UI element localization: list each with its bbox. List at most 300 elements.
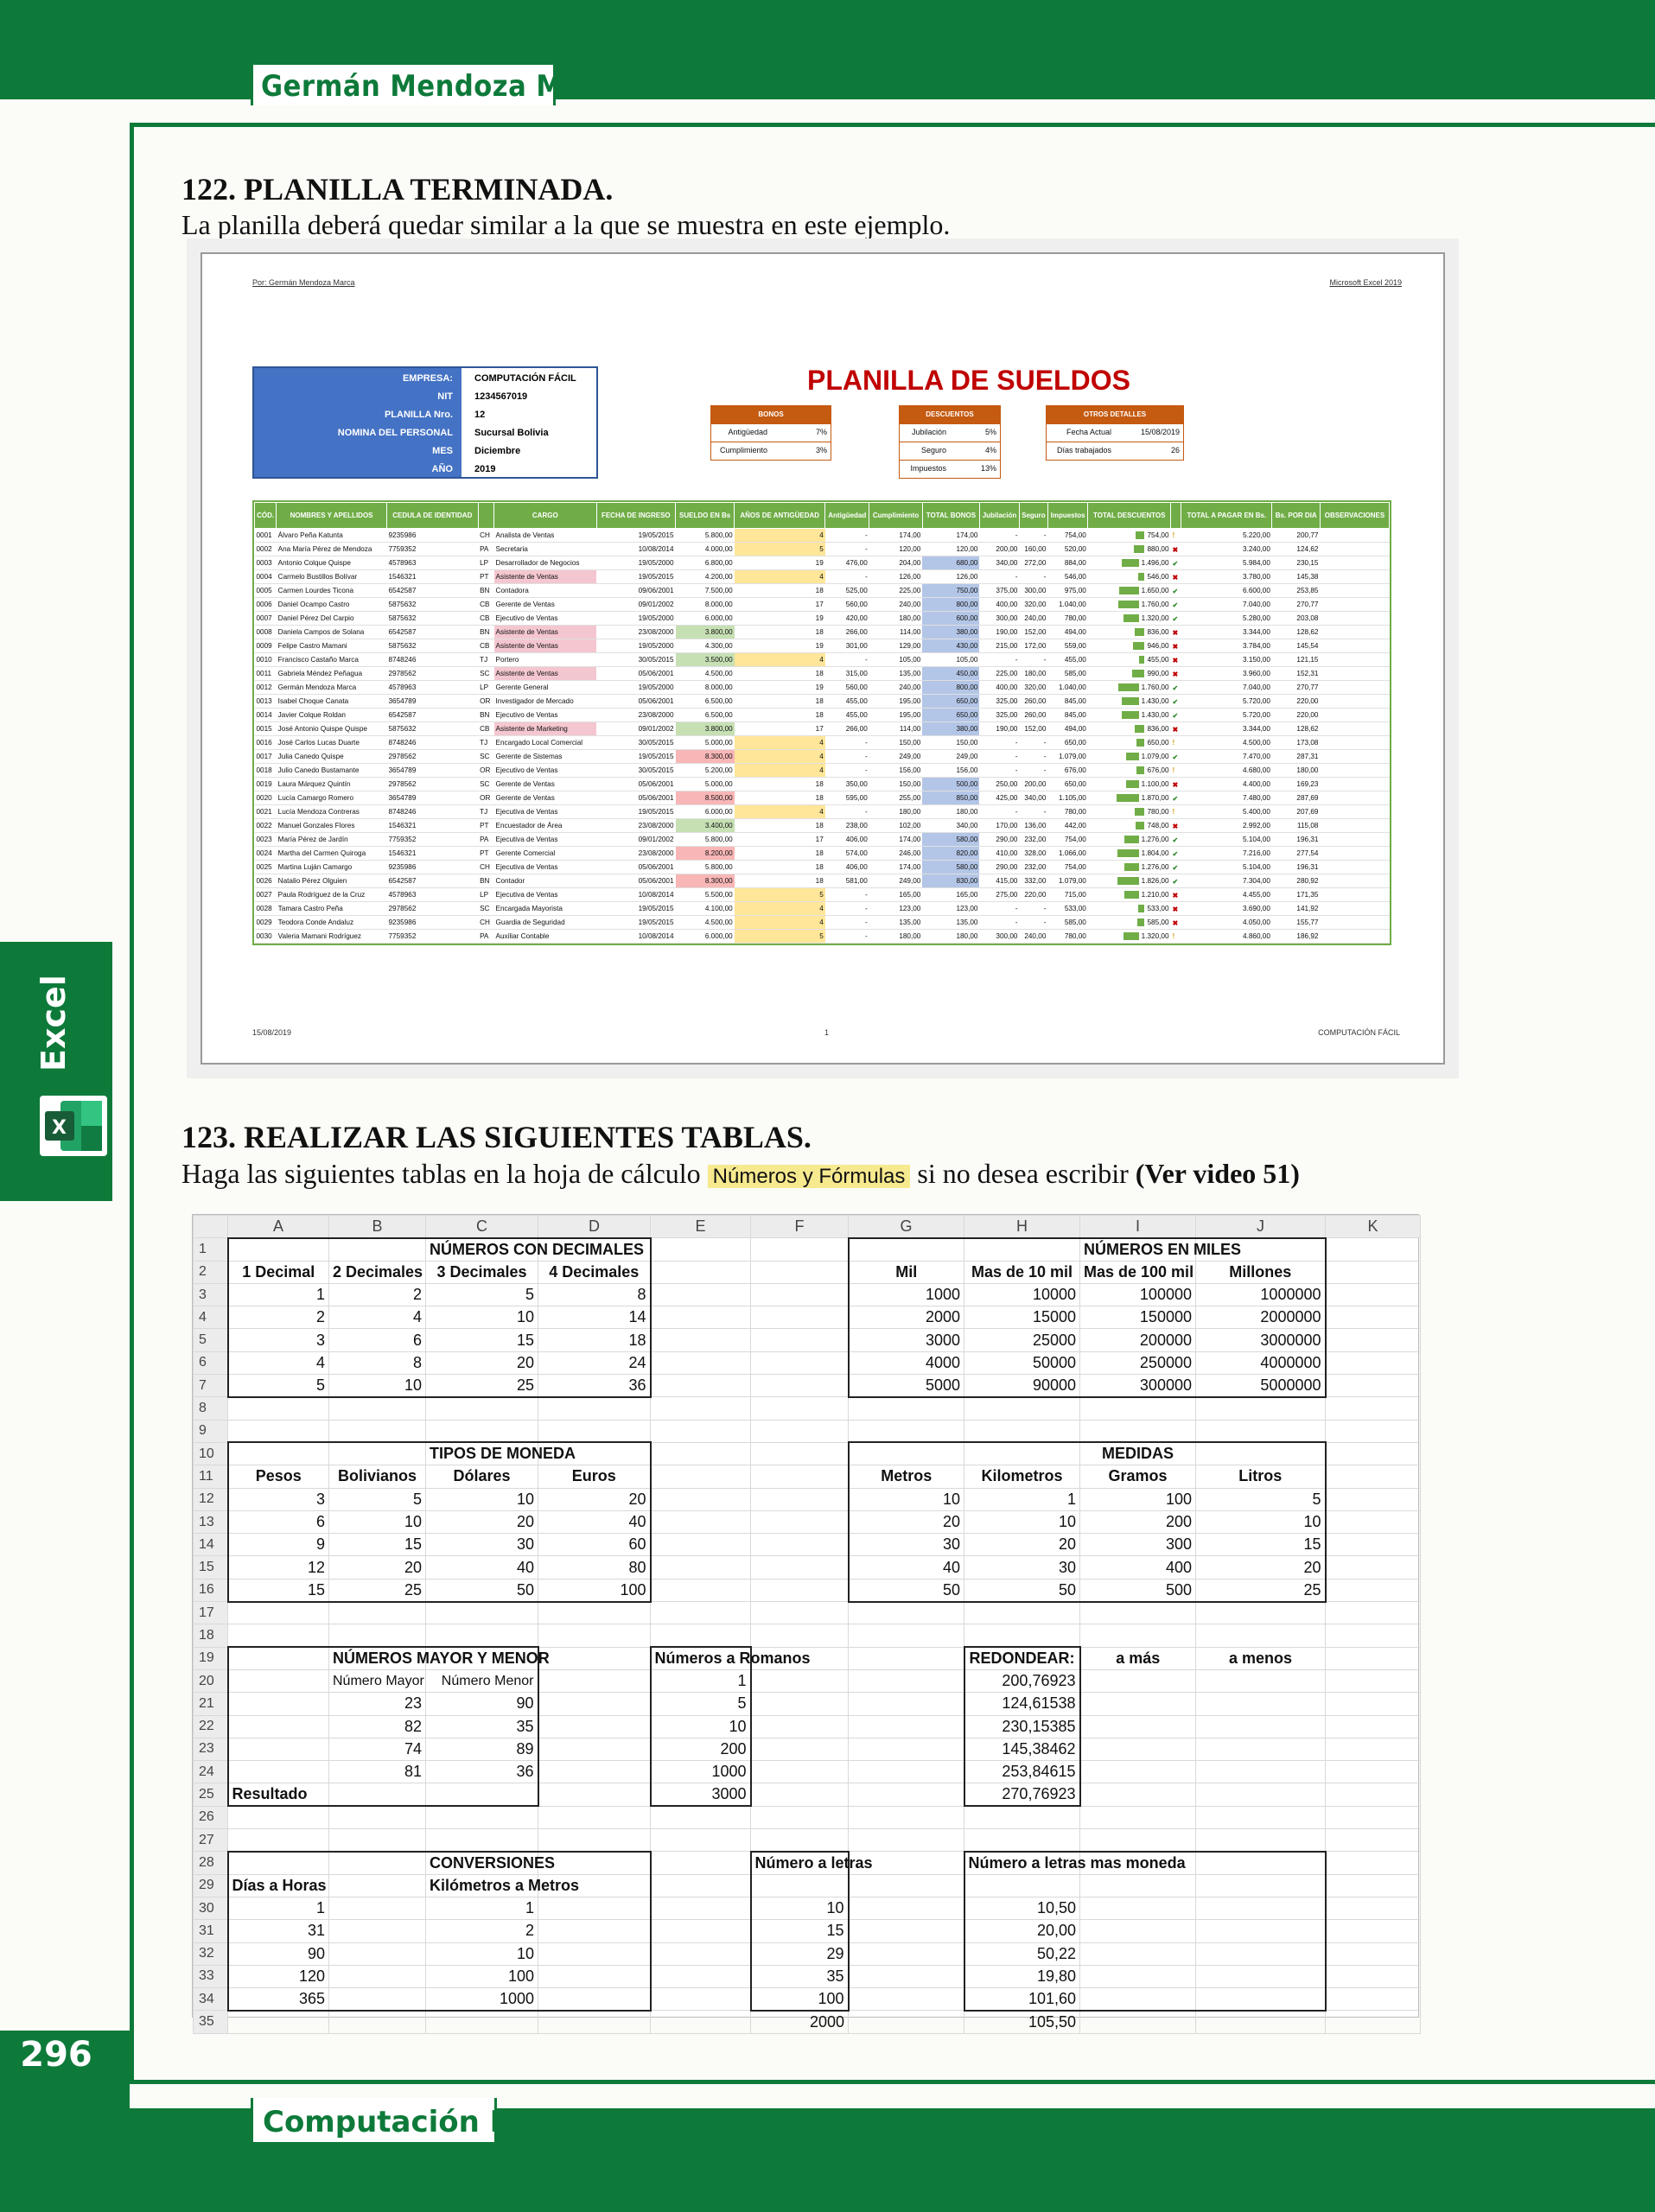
sheet-cell[interactable] xyxy=(1326,1715,1421,1738)
sheet-cell[interactable] xyxy=(751,1397,849,1420)
sheet-cell[interactable]: 300 xyxy=(1080,1534,1196,1556)
sheet-cell[interactable]: a menos xyxy=(1196,1647,1326,1669)
sheet-cell[interactable] xyxy=(538,1920,651,1942)
sheet-cell[interactable] xyxy=(1080,1806,1196,1828)
sheet-cell[interactable] xyxy=(751,1874,849,1897)
sheet-cell[interactable] xyxy=(228,1829,329,1852)
sheet-cell[interactable] xyxy=(1196,1806,1326,1828)
sheet-cell[interactable]: Kilometros xyxy=(964,1465,1080,1488)
sheet-cell[interactable] xyxy=(228,1624,329,1647)
sheet-cell[interactable] xyxy=(1080,1965,1196,1987)
sheet-cell[interactable]: 1000 xyxy=(426,1988,538,2011)
sheet-cell[interactable]: 4000 xyxy=(849,1351,964,1374)
sheet-cell[interactable] xyxy=(1080,1602,1196,1624)
sheet-cell[interactable]: 2 xyxy=(228,1306,329,1329)
sheet-cell[interactable] xyxy=(651,1874,751,1897)
sheet-cell[interactable] xyxy=(849,1420,964,1442)
sheet-cell[interactable]: 200 xyxy=(651,1738,751,1760)
sheet-cell[interactable] xyxy=(651,1397,751,1420)
sheet-cell[interactable] xyxy=(538,1829,651,1852)
sheet-cell[interactable]: 100000 xyxy=(1080,1283,1196,1306)
sheet-cell[interactable] xyxy=(1326,1534,1421,1556)
sheet-cell[interactable] xyxy=(426,1806,538,1828)
sheet-cell[interactable] xyxy=(329,1442,426,1465)
sheet-cell[interactable] xyxy=(751,1693,849,1715)
sheet-cell[interactable] xyxy=(751,1488,849,1510)
sheet-cell[interactable] xyxy=(1080,1738,1196,1760)
sheet-cell[interactable] xyxy=(751,1283,849,1306)
sheet-cell[interactable] xyxy=(1196,1693,1326,1715)
sheet-cell[interactable] xyxy=(538,1988,651,2011)
sheet-cell[interactable]: 20 xyxy=(849,1510,964,1533)
sheet-cell[interactable] xyxy=(426,1420,538,1442)
sheet-cell[interactable] xyxy=(651,1852,751,1874)
sheet-cell[interactable] xyxy=(1326,1988,1421,2011)
sheet-cell[interactable] xyxy=(329,1238,426,1261)
sheet-cell[interactable] xyxy=(538,1647,651,1669)
sheet-cell[interactable]: 105,50 xyxy=(964,2011,1080,2033)
sheet-cell[interactable] xyxy=(1326,1510,1421,1533)
sheet-cell[interactable]: 15 xyxy=(751,1920,849,1942)
sheet-cell[interactable]: 81 xyxy=(329,1761,426,1783)
sheet-cell[interactable] xyxy=(651,1965,751,1987)
sheet-cell[interactable] xyxy=(1326,1852,1421,1874)
sheet-cell[interactable]: 1 xyxy=(964,1488,1080,1510)
sheet-cell[interactable] xyxy=(228,1806,329,1828)
sheet-cell[interactable]: a más xyxy=(1080,1647,1196,1669)
sheet-cell[interactable] xyxy=(849,1442,964,1465)
sheet-cell[interactable]: 50 xyxy=(849,1579,964,1601)
sheet-cell[interactable] xyxy=(538,2011,651,2033)
sheet-cell[interactable]: 10 xyxy=(964,1510,1080,1533)
sheet-cell[interactable]: 5 xyxy=(426,1283,538,1306)
sheet-cell[interactable] xyxy=(849,1715,964,1738)
sheet-cell[interactable] xyxy=(538,1897,651,1919)
sheet-cell[interactable] xyxy=(651,1556,751,1579)
sheet-cell[interactable]: 20 xyxy=(1196,1556,1326,1579)
sheet-cell[interactable]: MEDIDAS xyxy=(1080,1442,1196,1465)
sheet-cell[interactable] xyxy=(538,1738,651,1760)
sheet-cell[interactable]: CONVERSIONES xyxy=(426,1852,538,1874)
sheet-cell[interactable] xyxy=(1080,1761,1196,1783)
sheet-cell[interactable] xyxy=(538,1669,651,1692)
sheet-cell[interactable] xyxy=(1196,1920,1326,1942)
sheet-cell[interactable] xyxy=(651,1897,751,1919)
sheet-cell[interactable] xyxy=(228,1715,329,1738)
sheet-cell[interactable] xyxy=(651,1283,751,1306)
sheet-cell[interactable] xyxy=(849,1602,964,1624)
sheet-cell[interactable]: 15000 xyxy=(964,1306,1080,1329)
sheet-cell[interactable]: 5 xyxy=(1196,1488,1326,1510)
sheet-cell[interactable] xyxy=(329,1602,426,1624)
sheet-cell[interactable]: 145,38462 xyxy=(964,1738,1080,1760)
sheet-cell[interactable] xyxy=(228,1647,329,1669)
sheet-cell[interactable]: 500 xyxy=(1080,1579,1196,1601)
sheet-cell[interactable] xyxy=(1196,1397,1326,1420)
sheet-cell[interactable]: 25000 xyxy=(964,1329,1080,1351)
sheet-cell[interactable]: Pesos xyxy=(228,1465,329,1488)
sheet-cell[interactable] xyxy=(329,1988,426,2011)
sheet-cell[interactable] xyxy=(228,1852,329,1874)
sheet-cell[interactable]: 6 xyxy=(329,1329,426,1351)
sheet-cell[interactable] xyxy=(651,1351,751,1374)
sheet-cell[interactable] xyxy=(1326,1283,1421,1306)
sheet-cell[interactable] xyxy=(1326,1442,1421,1465)
sheet-cell[interactable] xyxy=(849,1624,964,1647)
sheet-cell[interactable] xyxy=(651,1806,751,1828)
sheet-cell[interactable] xyxy=(1326,1738,1421,1760)
sheet-cell[interactable] xyxy=(849,1647,964,1669)
sheet-cell[interactable] xyxy=(538,1624,651,1647)
sheet-cell[interactable] xyxy=(329,1783,426,1806)
sheet-cell[interactable] xyxy=(1196,1874,1326,1897)
sheet-cell[interactable] xyxy=(1326,1261,1421,1283)
sheet-cell[interactable]: 19,80 xyxy=(964,1965,1080,1987)
sheet-cell[interactable]: 1 xyxy=(228,1283,329,1306)
sheet-cell[interactable] xyxy=(849,1783,964,1806)
sheet-cell[interactable]: 10 xyxy=(329,1375,426,1397)
sheet-cell[interactable] xyxy=(538,1693,651,1715)
sheet-cell[interactable]: 4000000 xyxy=(1196,1351,1326,1374)
sheet-cell[interactable] xyxy=(1080,1988,1196,2011)
sheet-cell[interactable]: 25 xyxy=(426,1375,538,1397)
sheet-cell[interactable]: 50,22 xyxy=(964,1942,1080,1965)
sheet-cell[interactable]: 8 xyxy=(329,1351,426,1374)
sheet-cell[interactable] xyxy=(1326,1783,1421,1806)
sheet-cell[interactable] xyxy=(1326,1375,1421,1397)
sheet-cell[interactable]: 2 xyxy=(426,1920,538,1942)
sheet-cell[interactable] xyxy=(964,1442,1080,1465)
sheet-cell[interactable] xyxy=(1326,1624,1421,1647)
sheet-cell[interactable]: 10 xyxy=(651,1715,751,1738)
sheet-cell[interactable] xyxy=(651,1579,751,1601)
sheet-cell[interactable]: Días a Horas xyxy=(228,1874,329,1897)
sheet-cell[interactable]: Número a letras xyxy=(751,1852,849,1874)
sheet-cell[interactable]: 2000000 xyxy=(1196,1306,1326,1329)
sheet-cell[interactable] xyxy=(329,1920,426,1942)
sheet-cell[interactable] xyxy=(538,1397,651,1420)
sheet-cell[interactable]: 400 xyxy=(1080,1556,1196,1579)
sheet-cell[interactable]: 8 xyxy=(538,1283,651,1306)
sheet-cell[interactable]: 100 xyxy=(426,1965,538,1987)
sheet-cell[interactable] xyxy=(651,1488,751,1510)
sheet-cell[interactable] xyxy=(751,1534,849,1556)
sheet-cell[interactable]: 1000 xyxy=(651,1761,751,1783)
sheet-cell[interactable]: Dólares xyxy=(426,1465,538,1488)
sheet-cell[interactable]: 2 Decimales xyxy=(329,1261,426,1283)
sheet-cell[interactable] xyxy=(329,1965,426,1987)
sheet-cell[interactable] xyxy=(849,1761,964,1783)
sheet-cell[interactable] xyxy=(538,1715,651,1738)
sheet-cell[interactable] xyxy=(1326,1806,1421,1828)
sheet-cell[interactable] xyxy=(1326,1602,1421,1624)
sheet-cell[interactable] xyxy=(651,1942,751,1965)
sheet-cell[interactable] xyxy=(1080,1397,1196,1420)
sheet-cell[interactable] xyxy=(228,1420,329,1442)
sheet-cell[interactable] xyxy=(1080,2011,1196,2033)
sheet-cell[interactable]: 20 xyxy=(329,1556,426,1579)
sheet-cell[interactable] xyxy=(849,1238,964,1261)
sheet-cell[interactable]: NÚMEROS MAYOR Y MENOR xyxy=(329,1647,426,1669)
sheet-cell[interactable]: 124,61538 xyxy=(964,1693,1080,1715)
sheet-cell[interactable] xyxy=(329,2011,426,2033)
sheet-cell[interactable] xyxy=(751,1738,849,1760)
sheet-cell[interactable]: Millones xyxy=(1196,1261,1326,1283)
sheet-cell[interactable] xyxy=(849,1738,964,1760)
sheet-cell[interactable]: 36 xyxy=(538,1375,651,1397)
sheet-cell[interactable]: 35 xyxy=(426,1715,538,1738)
sheet-cell[interactable] xyxy=(1080,1715,1196,1738)
sheet-cell[interactable] xyxy=(1326,1351,1421,1374)
sheet-cell[interactable] xyxy=(751,1783,849,1806)
sheet-cell[interactable]: 90000 xyxy=(964,1375,1080,1397)
sheet-cell[interactable] xyxy=(1080,1874,1196,1897)
sheet-cell[interactable] xyxy=(751,1420,849,1442)
sheet-cell[interactable]: 10 xyxy=(426,1488,538,1510)
sheet-cell[interactable]: 200 xyxy=(1080,1510,1196,1533)
sheet-cell[interactable] xyxy=(849,1806,964,1828)
sheet-cell[interactable]: Metros xyxy=(849,1465,964,1488)
sheet-cell[interactable]: 2 xyxy=(329,1283,426,1306)
sheet-cell[interactable]: 1 Decimal xyxy=(228,1261,329,1283)
sheet-cell[interactable]: 18 xyxy=(538,1329,651,1351)
sheet-cell[interactable] xyxy=(751,1669,849,1692)
sheet-cell[interactable]: 3000000 xyxy=(1196,1329,1326,1351)
sheet-cell[interactable]: 89 xyxy=(426,1738,538,1760)
sheet-cell[interactable] xyxy=(651,1534,751,1556)
sheet-cell[interactable]: Mas de 100 mil xyxy=(1080,1261,1196,1283)
sheet-cell[interactable] xyxy=(538,1942,651,1965)
sheet-cell[interactable] xyxy=(651,1238,751,1261)
excel-sheet[interactable] xyxy=(192,1214,1419,2031)
sheet-cell[interactable] xyxy=(849,1693,964,1715)
sheet-cell[interactable] xyxy=(1196,1829,1326,1852)
sheet-cell[interactable]: Euros xyxy=(538,1465,651,1488)
sheet-cell[interactable] xyxy=(849,1965,964,1987)
sheet-cell[interactable]: 365 xyxy=(228,1988,329,2011)
sheet-cell[interactable]: 10000 xyxy=(964,1283,1080,1306)
sheet-cell[interactable]: 24 xyxy=(538,1351,651,1374)
sheet-cell[interactable]: 15 xyxy=(228,1579,329,1601)
sheet-cell[interactable] xyxy=(538,1965,651,1987)
sheet-cell[interactable] xyxy=(426,1602,538,1624)
sheet-cell[interactable] xyxy=(751,1761,849,1783)
sheet-cell[interactable]: 100 xyxy=(538,1579,651,1601)
sheet-cell[interactable] xyxy=(849,1829,964,1852)
sheet-cell[interactable]: 5000 xyxy=(849,1375,964,1397)
sheet-cell[interactable] xyxy=(964,1829,1080,1852)
sheet-cell[interactable]: 2000 xyxy=(751,2011,849,2033)
sheet-cell[interactable]: 3 xyxy=(228,1329,329,1351)
sheet-cell[interactable] xyxy=(964,1806,1080,1828)
sheet-cell[interactable] xyxy=(426,1829,538,1852)
sheet-cell[interactable] xyxy=(1196,1602,1326,1624)
sheet-cell[interactable]: 20,00 xyxy=(964,1920,1080,1942)
sheet-cell[interactable]: 25 xyxy=(329,1579,426,1601)
sheet-cell[interactable]: 23 xyxy=(329,1693,426,1715)
sheet-cell[interactable] xyxy=(1196,1715,1326,1738)
sheet-cell[interactable] xyxy=(849,1397,964,1420)
sheet-cell[interactable] xyxy=(651,1329,751,1351)
sheet-cell[interactable] xyxy=(329,1897,426,1919)
sheet-cell[interactable] xyxy=(651,1510,751,1533)
sheet-cell[interactable] xyxy=(964,1602,1080,1624)
sheet-cell[interactable] xyxy=(1196,1420,1326,1442)
sheet-cell[interactable]: 100 xyxy=(751,1988,849,2011)
sheet-cell[interactable]: Bolivianos xyxy=(329,1465,426,1488)
sheet-cell[interactable]: 4 xyxy=(228,1351,329,1374)
sheet-cell[interactable]: 200,76923 xyxy=(964,1669,1080,1692)
sheet-cell[interactable]: 14 xyxy=(538,1306,651,1329)
sheet-cell[interactable]: 10 xyxy=(329,1510,426,1533)
sheet-cell[interactable]: 4 Decimales xyxy=(538,1261,651,1283)
sheet-cell[interactable]: 150000 xyxy=(1080,1306,1196,1329)
sheet-cell[interactable] xyxy=(1326,1329,1421,1351)
sheet-cell[interactable] xyxy=(426,1397,538,1420)
sheet-cell[interactable] xyxy=(1326,1761,1421,1783)
sheet-cell[interactable]: 30 xyxy=(426,1534,538,1556)
sheet-cell[interactable] xyxy=(751,1261,849,1283)
sheet-cell[interactable] xyxy=(538,1602,651,1624)
sheet-cell[interactable] xyxy=(964,1420,1080,1442)
sheet-cell[interactable] xyxy=(329,1874,426,1897)
sheet-cell[interactable] xyxy=(964,1397,1080,1420)
sheet-cell[interactable]: 10 xyxy=(426,1306,538,1329)
sheet-cell[interactable] xyxy=(329,1806,426,1828)
sheet-cell[interactable]: 36 xyxy=(426,1761,538,1783)
sheet-cell[interactable] xyxy=(1326,1306,1421,1329)
sheet-cell[interactable] xyxy=(1196,1624,1326,1647)
sheet-cell[interactable] xyxy=(228,1602,329,1624)
sheet-cell[interactable] xyxy=(849,1942,964,1965)
sheet-cell[interactable]: 25 xyxy=(1196,1579,1326,1601)
sheet-cell[interactable] xyxy=(1080,1783,1196,1806)
sheet-cell[interactable] xyxy=(964,1874,1080,1897)
sheet-cell[interactable] xyxy=(751,1806,849,1828)
sheet-cell[interactable]: 12 xyxy=(228,1556,329,1579)
sheet-cell[interactable] xyxy=(1326,1965,1421,1987)
sheet-cell[interactable]: 90 xyxy=(426,1693,538,1715)
sheet-cell[interactable] xyxy=(849,1920,964,1942)
sheet-cell[interactable] xyxy=(1326,1488,1421,1510)
sheet-cell[interactable] xyxy=(651,1829,751,1852)
sheet-cell[interactable] xyxy=(538,1761,651,1783)
sheet-cell[interactable]: 9 xyxy=(228,1534,329,1556)
sheet-cell[interactable]: Litros xyxy=(1196,1465,1326,1488)
sheet-cell[interactable] xyxy=(651,1442,751,1465)
sheet-cell[interactable]: 20 xyxy=(538,1488,651,1510)
sheet-cell[interactable] xyxy=(651,1988,751,2011)
sheet-cell[interactable] xyxy=(849,1988,964,2011)
sheet-cell[interactable]: 90 xyxy=(228,1942,329,1965)
sheet-cell[interactable] xyxy=(964,1238,1080,1261)
sheet-cell[interactable]: 40 xyxy=(538,1510,651,1533)
sheet-cell[interactable] xyxy=(329,1420,426,1442)
sheet-cell[interactable]: 5000000 xyxy=(1196,1375,1326,1397)
sheet-cell[interactable] xyxy=(228,1397,329,1420)
sheet-cell[interactable] xyxy=(1326,1420,1421,1442)
sheet-cell[interactable] xyxy=(1326,1829,1421,1852)
sheet-cell[interactable]: 1000000 xyxy=(1196,1283,1326,1306)
sheet-cell[interactable]: 31 xyxy=(228,1920,329,1942)
sheet-cell[interactable] xyxy=(651,1375,751,1397)
sheet-cell[interactable]: 250000 xyxy=(1080,1351,1196,1374)
sheet-cell[interactable] xyxy=(538,1806,651,1828)
sheet-cell[interactable] xyxy=(1326,1465,1421,1488)
sheet-cell[interactable] xyxy=(651,1465,751,1488)
sheet-cell[interactable] xyxy=(751,1624,849,1647)
sheet-cell[interactable]: 4 xyxy=(329,1306,426,1329)
sheet-cell[interactable]: 30 xyxy=(849,1534,964,1556)
sheet-cell[interactable] xyxy=(751,1579,849,1601)
sheet-cell[interactable]: 300000 xyxy=(1080,1375,1196,1397)
sheet-cell[interactable] xyxy=(1326,1669,1421,1692)
sheet-cell[interactable] xyxy=(329,1829,426,1852)
sheet-cell[interactable]: 100 xyxy=(1080,1488,1196,1510)
sheet-cell[interactable]: 40 xyxy=(426,1556,538,1579)
sheet-cell[interactable] xyxy=(751,1329,849,1351)
sheet-cell[interactable] xyxy=(751,1442,849,1465)
sheet-cell[interactable] xyxy=(1196,1669,1326,1692)
sheet-cell[interactable]: 15 xyxy=(329,1534,426,1556)
sheet-cell[interactable]: 20 xyxy=(426,1510,538,1533)
sheet-cell[interactable]: 80 xyxy=(538,1556,651,1579)
sheet-cell[interactable] xyxy=(1326,1693,1421,1715)
sheet-cell[interactable]: 101,60 xyxy=(964,1988,1080,2011)
sheet-cell[interactable]: 3 xyxy=(228,1488,329,1510)
sheet-cell[interactable] xyxy=(1196,1442,1326,1465)
sheet-cell[interactable]: REDONDEAR: xyxy=(964,1647,1080,1669)
sheet-cell[interactable] xyxy=(329,1852,426,1874)
sheet-cell[interactable] xyxy=(1080,1624,1196,1647)
sheet-cell[interactable] xyxy=(751,1306,849,1329)
sheet-cell[interactable] xyxy=(1080,1920,1196,1942)
sheet-cell[interactable] xyxy=(228,1669,329,1692)
sheet-cell[interactable] xyxy=(329,1624,426,1647)
sheet-cell[interactable] xyxy=(1326,1579,1421,1601)
sheet-cell[interactable]: Número Menor xyxy=(426,1669,538,1692)
sheet-cell[interactable]: 1 xyxy=(651,1669,751,1692)
sheet-cell[interactable]: NÚMEROS CON DECIMALES xyxy=(426,1238,538,1261)
sheet-cell[interactable] xyxy=(751,1829,849,1852)
sheet-cell[interactable]: 50 xyxy=(964,1579,1080,1601)
sheet-cell[interactable] xyxy=(1326,1874,1421,1897)
sheet-cell[interactable] xyxy=(1196,1783,1326,1806)
sheet-cell[interactable]: 3000 xyxy=(849,1329,964,1351)
sheet-cell[interactable] xyxy=(1196,1738,1326,1760)
sheet-cell[interactable] xyxy=(1080,1420,1196,1442)
sheet-cell[interactable] xyxy=(849,1669,964,1692)
sheet-cell[interactable] xyxy=(964,1624,1080,1647)
sheet-cell[interactable]: 20 xyxy=(426,1351,538,1374)
sheet-cell[interactable] xyxy=(538,1852,651,1874)
sheet-cell[interactable]: 30 xyxy=(964,1556,1080,1579)
sheet-cell[interactable]: 3000 xyxy=(651,1783,751,1806)
sheet-cell[interactable] xyxy=(1080,1942,1196,1965)
sheet-cell[interactable] xyxy=(751,1556,849,1579)
sheet-cell[interactable]: 10 xyxy=(426,1942,538,1965)
sheet-cell[interactable]: TIPOS DE MONEDA xyxy=(426,1442,538,1465)
sheet-cell[interactable]: NÚMEROS EN MILES xyxy=(1080,1238,1196,1261)
sheet-cell[interactable]: Número a letras mas moneda xyxy=(964,1852,1080,1874)
sheet-cell[interactable] xyxy=(1326,1647,1421,1669)
sheet-cell[interactable] xyxy=(1326,1238,1421,1261)
sheet-cell[interactable]: 3 Decimales xyxy=(426,1261,538,1283)
sheet-cell[interactable] xyxy=(849,1874,964,1897)
sheet-cell[interactable]: 10 xyxy=(751,1897,849,1919)
sheet-cell[interactable]: 82 xyxy=(329,1715,426,1738)
sheet-cell[interactable]: 35 xyxy=(751,1965,849,1987)
